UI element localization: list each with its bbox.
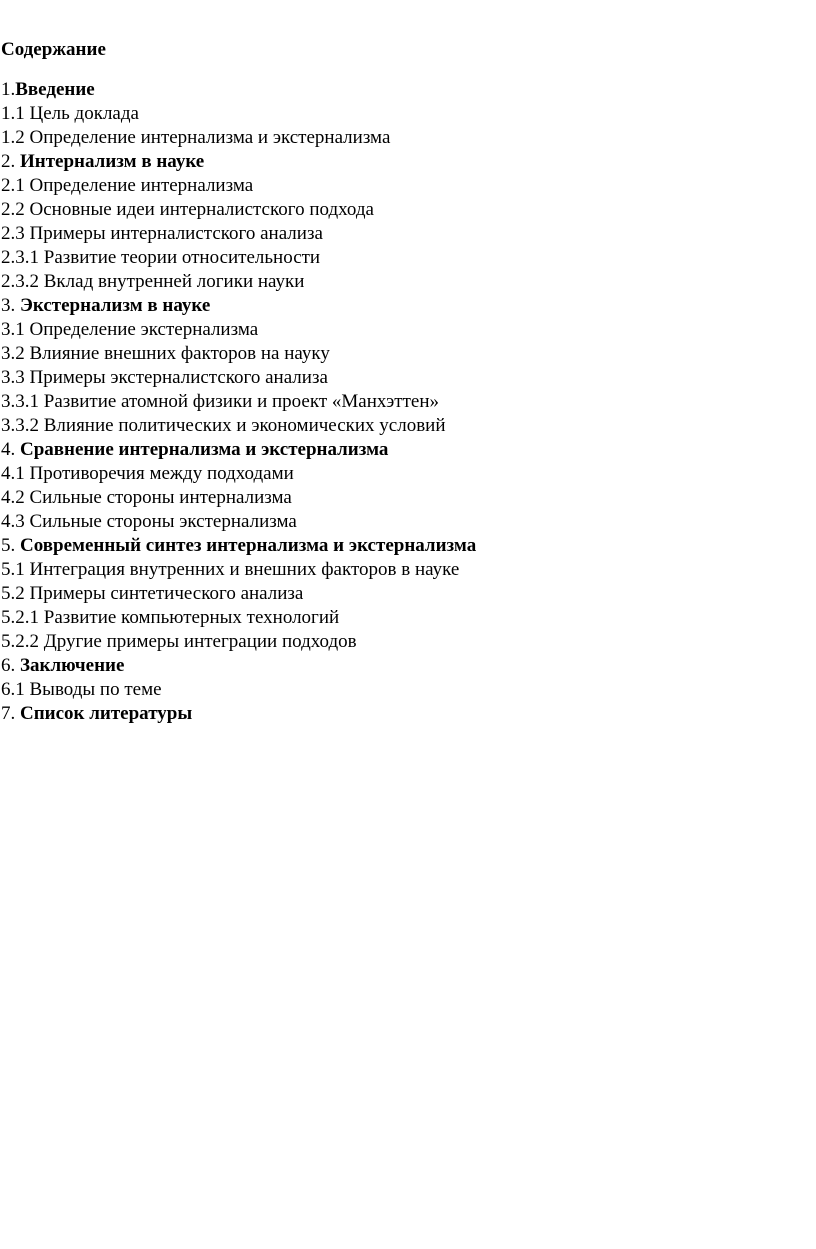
toc-entry-number: 4. (1, 439, 20, 460)
toc-entry-number: 3.3.1 (1, 391, 44, 412)
toc-entry-label: Заключение (20, 655, 125, 676)
toc-entry-label: Список литературы (20, 703, 193, 724)
toc-entry-number: 5.2 (1, 583, 30, 604)
toc-entry-number: 1.2 (1, 127, 30, 148)
toc-subsection-entry (1, 318, 476, 342)
table-of-contents (1, 78, 476, 726)
toc-entry-label: Основные идеи интерналистского подхода (29, 199, 374, 220)
toc-subsection-entry (1, 102, 476, 126)
toc-entry-label: Вклад внутренней логики науки (43, 271, 305, 292)
toc-entry-number: 3.3 (1, 367, 30, 388)
toc-subsection-entry (1, 606, 476, 630)
toc-entry-label: Развитие атомной физики и проект «Манхэттен» (43, 391, 439, 412)
toc-entry-number: 4.2 (1, 487, 30, 508)
toc-section-entry (1, 438, 476, 462)
toc-entry-number: 2. (1, 151, 20, 172)
toc-entry-number: 6.1 (1, 679, 30, 700)
toc-subsection-entry (1, 174, 476, 198)
toc-entry-number: 5. (1, 535, 20, 556)
toc-entry-number: 6. (1, 655, 20, 676)
toc-entry-number: 2.3 (1, 223, 30, 244)
toc-subsection-entry (1, 246, 476, 270)
toc-section-entry (1, 534, 476, 558)
toc-entry-label: Сильные стороны экстернализма (29, 511, 297, 532)
toc-subsection-entry (1, 486, 476, 510)
toc-entry-label: Влияние внешних факторов на науку (29, 343, 330, 364)
toc-entry-label: Примеры интерналистского анализа (29, 223, 323, 244)
toc-entry-label: Развитие теории относительности (43, 247, 321, 268)
toc-subsection-entry (1, 558, 476, 582)
toc-entry-label: Выводы по теме (29, 679, 162, 700)
toc-entry-label: Сравнение интернализма и экстернализма (20, 439, 389, 460)
toc-entry-number: 1.1 (1, 103, 30, 124)
toc-entry-label: Современный синтез интернализма и экстернализма (20, 535, 477, 556)
toc-section-entry (1, 150, 476, 174)
toc-entry-number: 4.1 (1, 463, 30, 484)
toc-subsection-entry (1, 390, 476, 414)
toc-entry-label: Интернализм в науке (20, 151, 205, 172)
toc-entry-label: Определение интернализма и экстернализма (29, 127, 391, 148)
toc-subsection-entry (1, 678, 476, 702)
toc-entry-number: 3.1 (1, 319, 30, 340)
toc-entry-label: Определение интернализма (29, 175, 254, 196)
toc-entry-number: 2.3.2 (1, 271, 44, 292)
toc-subsection-entry (1, 222, 476, 246)
toc-entry-label: Примеры синтетического анализа (29, 583, 304, 604)
toc-subsection-entry (1, 342, 476, 366)
toc-entry-number: 5.2.2 (1, 631, 44, 652)
toc-section-entry (1, 702, 476, 726)
toc-entry-number: 3.3.2 (1, 415, 44, 436)
toc-entry-label: Примеры экстерналистского анализа (29, 367, 328, 388)
toc-entry-number: 3.2 (1, 343, 30, 364)
toc-entry-number: 1. (1, 79, 16, 100)
toc-section-entry (1, 654, 476, 678)
toc-entry-number: 2.2 (1, 199, 30, 220)
toc-entry-label: Развитие компьютерных технологий (43, 607, 340, 628)
toc-subsection-entry (1, 630, 476, 654)
toc-entry-number: 3. (1, 295, 20, 316)
toc-entry-label: Влияние политических и экономических условий (43, 415, 446, 436)
toc-subsection-entry (1, 582, 476, 606)
toc-section-entry (1, 294, 476, 318)
toc-entry-label: Введение (15, 79, 95, 100)
toc-entry-number: 5.1 (1, 559, 30, 580)
toc-subsection-entry (1, 462, 476, 486)
toc-entry-number: 4.3 (1, 511, 30, 532)
toc-subsection-entry (1, 366, 476, 390)
page-title: Содержание (1, 39, 106, 60)
toc-entry-label: Сильные стороны интернализма (29, 487, 292, 508)
toc-subsection-entry (1, 270, 476, 294)
toc-entry-label: Цель доклада (29, 103, 139, 124)
toc-subsection-entry (1, 510, 476, 534)
toc-entry-number: 2.1 (1, 175, 30, 196)
toc-section-entry (1, 78, 476, 102)
toc-entry-label: Определение экстернализма (29, 319, 259, 340)
toc-entry-label: Интеграция внутренних и внешних факторов в науке (29, 559, 460, 580)
toc-entry-number: 2.3.1 (1, 247, 44, 268)
toc-subsection-entry (1, 414, 476, 438)
toc-subsection-entry (1, 126, 476, 150)
toc-entry-label: Противоречия между подходами (29, 463, 294, 484)
toc-entry-label: Экстернализм в науке (20, 295, 211, 316)
toc-subsection-entry (1, 198, 476, 222)
toc-entry-label: Другие примеры интеграции подходов (43, 631, 357, 652)
toc-entry-number: 7. (1, 703, 20, 724)
toc-entry-number: 5.2.1 (1, 607, 44, 628)
